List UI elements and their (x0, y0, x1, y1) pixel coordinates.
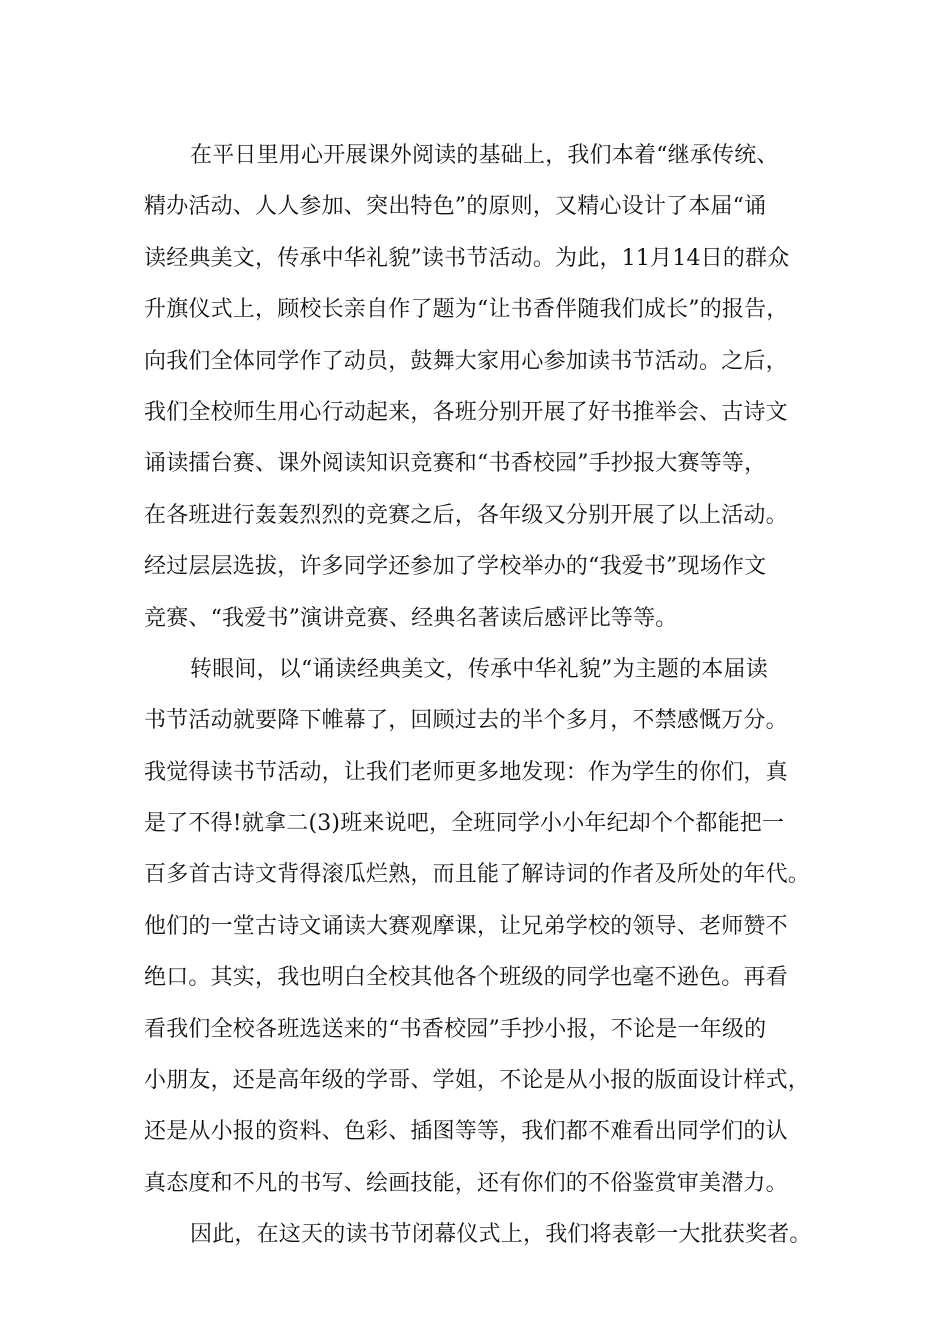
text-line: 诵读擂台赛、课外阅读知识竞赛和“书香校园”手抄报大赛等等， (144, 451, 767, 477)
text-line: 他们的一堂古诗文诵读大赛观摩课，让兄弟学校的领导、老师赞不 (144, 913, 788, 939)
text-line: 真态度和不凡的书写、绘画技能，还有你们的不俗鉴赏审美潜力。 (144, 1170, 788, 1196)
text-line: 经过层层选拔，许多同学还参加了学校举办的“我爱书”现场作文 (144, 554, 767, 580)
text-line: 精办活动、人人参加、突出特色”的原则，又精心设计了本届“诵 (144, 194, 767, 220)
text-line: 竞赛、“我爱书”演讲竞赛、经典名著读后感评比等等。 (144, 605, 678, 631)
text-line: 小朋友，还是高年级的学哥、学姐，不论是从小报的版面设计样式， (144, 1068, 811, 1094)
text-line: 向我们全体同学作了动员，鼓舞大家用心参加读书节活动。之后， (144, 348, 788, 374)
text-line: 百多首古诗文背得滚瓜烂熟，而且能了解诗词的作者及所处的年代。 (144, 862, 811, 888)
text-line: 还是从小报的资料、色彩、插图等等，我们都不难看出同学们的认 (144, 1119, 788, 1145)
text-line: 升旗仪式上，顾校长亲自作了题为“让书香伴随我们成长”的报告， (144, 297, 789, 323)
text-line: 看我们全校各班选送来的“书香校园”手抄小报，不论是一年级的 (144, 1016, 767, 1042)
text-line: 我们全校师生用心行动起来，各班分别开展了好书推举会、古诗文 (144, 399, 788, 425)
text-line: 因此，在这天的读书节闭幕仪式上，我们将表彰一大批获奖者。 (190, 1222, 812, 1248)
document-body (144, 130, 834, 1261)
text-line: 是了不得!就拿二(3)班来说吧，全班同学小小年纪却个个都能把一 (144, 811, 785, 837)
text-line: 在平日里用心开展课外阅读的基础上，我们本着“继承传统、 (190, 143, 779, 168)
text-line: 转眼间，以“诵读经典美文，传承中华礼貌”为主题的本届读 (190, 656, 768, 682)
text-line: 读经典美文，传承中华礼貌”读书节活动。为此，11月14日的群众 (144, 245, 790, 271)
text-line: 我觉得读书节活动，让我们老师更多地发现：作为学生的你们，真 (144, 759, 788, 785)
text-line: 在各班进行轰轰烈烈的竞赛之后，各年级又分别开展了以上活动。 (144, 502, 788, 528)
text-line: 书节活动就要降下帷幕了，回顾过去的半个多月，不禁感慨万分。 (144, 708, 788, 734)
text-line: 绝口。其实，我也明白全校其他各个班级的同学也毫不逊色。再看 (144, 965, 788, 991)
